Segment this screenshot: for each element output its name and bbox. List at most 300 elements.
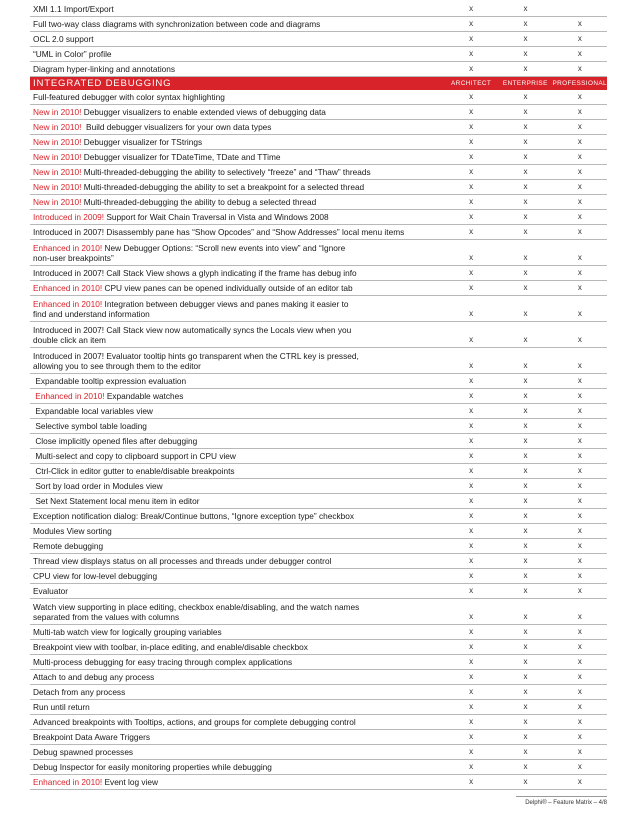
check-professional: x (577, 571, 582, 580)
check-architect: x (469, 283, 474, 292)
check-enterprise: x (523, 268, 528, 277)
feature-description (30, 137, 444, 149)
feature-description (30, 268, 444, 280)
check-professional: x (577, 152, 582, 161)
feature-description (30, 325, 444, 347)
feature-description (30, 227, 444, 239)
check-professional: x (577, 496, 582, 505)
check-professional: x (577, 167, 582, 176)
feature-text: CPU view panes can be opened individually outside of an editor tab (102, 283, 353, 293)
table-row (30, 434, 607, 449)
check-enterprise: x (523, 571, 528, 580)
check-professional: x (577, 657, 582, 666)
table-row (30, 599, 607, 625)
check-architect: x (469, 732, 474, 741)
check-enterprise: x (523, 376, 528, 385)
table-row (30, 685, 607, 700)
feature-text: Multi-tab watch view for logically grouping variables (33, 627, 222, 637)
release-note-tag: New in 2010! (33, 107, 82, 117)
check-enterprise: x (523, 451, 528, 460)
feature-text: Expandable local variables view (33, 406, 153, 416)
feature-text: Debug spawned processes (33, 747, 134, 757)
check-professional: x (577, 268, 582, 277)
feature-description (30, 571, 444, 583)
check-architect: x (469, 49, 474, 58)
feature-text: Advanced breakpoints with Tooltips, actions, and groups for complete debugging control (33, 717, 356, 727)
feature-description (30, 702, 444, 714)
table-row (30, 165, 607, 180)
table-row (30, 760, 607, 775)
check-architect: x (469, 717, 474, 726)
feature-text: Breakpoint view with toolbar, in-place editing, and enable/disable checkbox (33, 642, 308, 652)
check-enterprise: x (523, 466, 528, 475)
check-professional: x (577, 92, 582, 101)
feature-text: Build debugger visualizers for your own data types (81, 122, 272, 132)
release-note-tag: Enhanced in 2010! (33, 299, 103, 309)
feature-text: Multi-threaded-debugging the ability to debug a selected thread (81, 197, 317, 207)
table-row (30, 419, 607, 434)
feature-description (30, 732, 444, 744)
table-row (30, 195, 607, 210)
check-enterprise: x (523, 4, 528, 13)
check-enterprise: x (523, 541, 528, 550)
feature-description (30, 376, 444, 388)
check-enterprise: x (523, 253, 528, 262)
feature-text: CPU view for low-level debugging (33, 571, 158, 581)
check-architect: x (469, 702, 474, 711)
feature-text: Debugger visualizer for TDateTime, TDate and TTime (81, 152, 281, 162)
feature-text: Expandable tooltip expression evaluation (33, 376, 187, 386)
feature-description (30, 511, 444, 523)
check-professional: x (577, 19, 582, 28)
table-row (30, 655, 607, 670)
feature-description (30, 64, 444, 76)
check-enterprise: x (523, 777, 528, 786)
feature-description (30, 243, 444, 265)
debugging-feature-rows (30, 90, 607, 790)
feature-text: Detach from any process (33, 687, 126, 697)
check-architect: x (469, 762, 474, 771)
check-enterprise: x (523, 511, 528, 520)
table-row (30, 135, 607, 150)
feature-text: Set Next Statement local menu item in editor (33, 496, 200, 506)
feature-text: Integration between debugger views and panes making it easier to find and understand information (33, 299, 349, 319)
feature-text: Introduced in 2007! Disassembly pane has “Show Opcodes” and “Show Addresses” local menu items (33, 227, 405, 237)
feature-text: Run until return (33, 702, 90, 712)
table-row (30, 775, 607, 790)
feature-text: Thread view displays status on all processes and threads under debugger control (33, 556, 332, 566)
check-enterprise: x (523, 496, 528, 505)
check-enterprise: x (523, 717, 528, 726)
table-row (30, 210, 607, 225)
check-enterprise: x (523, 212, 528, 221)
release-note-tag: New in 2010! (33, 152, 82, 162)
check-professional: x (577, 481, 582, 490)
check-enterprise: x (523, 391, 528, 400)
table-row (30, 105, 607, 120)
check-professional: x (577, 122, 582, 131)
feature-text: Multi-process debugging for easy tracing through complex applications (33, 657, 293, 667)
feature-description (30, 602, 444, 624)
release-note-tag: Enhanced in 2010! (33, 777, 103, 787)
check-professional: x (577, 283, 582, 292)
check-architect: x (469, 481, 474, 490)
table-row (30, 374, 607, 389)
table-row (30, 479, 607, 494)
feature-description (30, 777, 444, 789)
feature-text: New Debugger Options: “Scroll new events into view” and “Ignore non-user breakpoints” (33, 243, 346, 263)
table-row (30, 2, 607, 17)
check-professional: x (577, 376, 582, 385)
check-architect: x (469, 451, 474, 460)
check-architect: x (469, 747, 474, 756)
check-professional: x (577, 672, 582, 681)
check-architect: x (469, 586, 474, 595)
table-row (30, 625, 607, 640)
feature-text: Multi-threaded-debugging the ability to selectively “freeze” and “Thaw” threads (81, 167, 371, 177)
feature-text: Introduced in 2007! Call Stack view now automatically syncs the Locals view when you double click an item (33, 325, 352, 345)
feature-description (30, 49, 444, 61)
check-architect: x (469, 421, 474, 430)
release-note-tag: Enhanced in 2010! (33, 391, 105, 401)
feature-text: Ctrl-Click in editor gutter to enable/disable breakpoints (33, 466, 235, 476)
check-enterprise: x (523, 612, 528, 621)
check-architect: x (469, 152, 474, 161)
footer-rule (516, 796, 607, 797)
check-enterprise: x (523, 406, 528, 415)
feature-text: Multi-select and copy to clipboard support in CPU view (33, 451, 236, 461)
check-professional: x (577, 556, 582, 565)
release-note-tag: New in 2010! (33, 167, 82, 177)
check-architect: x (469, 466, 474, 475)
table-row (30, 700, 607, 715)
check-enterprise: x (523, 702, 528, 711)
table-row (30, 404, 607, 419)
check-professional (553, 14, 607, 16)
release-note-tag: Introduced in 2009! (33, 212, 105, 222)
feature-text: Debugger visualizers to enable extended views of debugging data (81, 107, 326, 117)
table-row (30, 584, 607, 599)
check-architect: x (469, 496, 474, 505)
feature-description (30, 672, 444, 684)
table-row (30, 150, 607, 165)
check-architect: x (469, 777, 474, 786)
check-enterprise: x (523, 309, 528, 318)
check-professional: x (577, 212, 582, 221)
feature-text: Introduced in 2007! Call Stack View shows a glyph indicating if the frame has debug info (33, 268, 357, 278)
feature-text: Evaluator (33, 586, 69, 596)
check-architect: x (469, 612, 474, 621)
check-enterprise: x (523, 586, 528, 595)
feature-description (30, 406, 444, 418)
feature-text: “UML in Color” profile (33, 49, 112, 59)
section-header-integrated-debugging (30, 77, 607, 90)
check-professional: x (577, 777, 582, 786)
check-architect: x (469, 672, 474, 681)
feature-text: Watch view supporting in place editing, checkbox enable/disabling, and the watch names separated from the values with columns (33, 602, 360, 622)
table-row (30, 569, 607, 584)
check-enterprise: x (523, 361, 528, 370)
check-architect: x (469, 122, 474, 131)
table-row (30, 640, 607, 655)
release-note-tag: New in 2010! (33, 137, 82, 147)
check-professional: x (577, 406, 582, 415)
check-professional: x (577, 451, 582, 460)
check-enterprise: x (523, 197, 528, 206)
feature-description (30, 627, 444, 639)
check-enterprise: x (523, 64, 528, 73)
feature-description (30, 762, 444, 774)
check-enterprise: x (523, 182, 528, 191)
feature-description (30, 19, 444, 31)
feature-text: Debugger visualizer for TStrings (81, 137, 203, 147)
check-architect: x (469, 657, 474, 666)
check-professional: x (577, 586, 582, 595)
feature-description (30, 481, 444, 493)
check-enterprise: x (523, 283, 528, 292)
check-enterprise: x (523, 122, 528, 131)
check-architect: x (469, 107, 474, 116)
check-professional: x (577, 107, 582, 116)
check-enterprise: x (523, 49, 528, 58)
feature-description (30, 541, 444, 553)
check-professional: x (577, 511, 582, 520)
check-architect: x (469, 167, 474, 176)
table-row (30, 539, 607, 554)
check-architect: x (469, 19, 474, 28)
check-enterprise: x (523, 107, 528, 116)
check-professional: x (577, 309, 582, 318)
check-enterprise: x (523, 556, 528, 565)
check-professional: x (577, 747, 582, 756)
check-professional: x (577, 391, 582, 400)
check-enterprise: x (523, 421, 528, 430)
uml-feature-rows (30, 2, 607, 77)
feature-description (30, 717, 444, 729)
feature-matrix-table (30, 2, 607, 790)
feature-description (30, 556, 444, 568)
check-professional: x (577, 34, 582, 43)
feature-text: XMI 1.1 Import/Export (33, 4, 114, 14)
table-row (30, 62, 607, 77)
page-footer: Delphi® – Feature Matrix – 4/8 (525, 800, 607, 806)
check-professional: x (577, 642, 582, 651)
table-row (30, 90, 607, 105)
check-architect: x (469, 335, 474, 344)
check-architect: x (469, 406, 474, 415)
check-professional: x (577, 612, 582, 621)
feature-text: Debug Inspector for easily monitoring properties while debugging (33, 762, 272, 772)
feature-description (30, 642, 444, 654)
check-enterprise: x (523, 481, 528, 490)
feature-description (30, 657, 444, 669)
feature-description (30, 391, 444, 403)
table-row (30, 715, 607, 730)
table-row (30, 745, 607, 760)
release-note-tag: Enhanced in 2010! (33, 243, 103, 253)
feature-text: Expandable watches (104, 391, 184, 401)
check-professional: x (577, 526, 582, 535)
check-enterprise: x (523, 642, 528, 651)
feature-text: Multi-threaded-debugging the ability to set a breakpoint for a selected thread (81, 182, 365, 192)
check-enterprise: x (523, 167, 528, 176)
table-row (30, 464, 607, 479)
feature-text: Breakpoint Data Aware Triggers (33, 732, 150, 742)
check-professional: x (577, 702, 582, 711)
feature-description (30, 34, 444, 46)
feature-description (30, 747, 444, 759)
check-architect: x (469, 627, 474, 636)
feature-text: Remote debugging (33, 541, 104, 551)
release-note-tag: Enhanced in 2010! (33, 283, 103, 293)
check-professional: x (577, 541, 582, 550)
check-architect: x (469, 268, 474, 277)
check-professional: x (577, 197, 582, 206)
feature-text: Attach to and debug any process (33, 672, 155, 682)
feature-description (30, 197, 444, 209)
check-enterprise: x (523, 747, 528, 756)
table-row (30, 240, 607, 266)
check-enterprise: x (523, 762, 528, 771)
check-professional: x (577, 627, 582, 636)
table-row (30, 47, 607, 62)
table-row (30, 120, 607, 135)
feature-description (30, 586, 444, 598)
check-architect: x (469, 309, 474, 318)
check-enterprise: x (523, 92, 528, 101)
check-architect: x (469, 253, 474, 262)
section-title: INTEGRATED DEBUGGING (33, 77, 172, 89)
table-row (30, 225, 607, 240)
table-row (30, 180, 607, 195)
feature-description (30, 4, 444, 16)
table-row (30, 348, 607, 374)
check-architect: x (469, 361, 474, 370)
feature-text: OCL 2.0 support (33, 34, 94, 44)
feature-text: Full-featured debugger with color syntax highlighting (33, 92, 225, 102)
feature-text: Event log view (102, 777, 159, 787)
table-row (30, 554, 607, 569)
feature-description (30, 351, 444, 373)
check-architect: x (469, 212, 474, 221)
feature-description (30, 182, 444, 194)
table-row (30, 281, 607, 296)
feature-text: Exception notification dialog: Break/Continue buttons, “Ignore exception type” checkbox (33, 511, 355, 521)
check-professional: x (577, 466, 582, 475)
feature-text: Support for Wait Chain Traversal in Vista and Windows 2008 (104, 212, 329, 222)
release-note-tag: New in 2010! (33, 122, 82, 132)
check-architect: x (469, 34, 474, 43)
check-architect: x (469, 511, 474, 520)
table-row (30, 266, 607, 281)
feature-description (30, 152, 444, 164)
check-architect: x (469, 182, 474, 191)
feature-description (30, 92, 444, 104)
table-row (30, 322, 607, 348)
check-enterprise: x (523, 137, 528, 146)
check-professional: x (577, 762, 582, 771)
check-architect: x (469, 197, 474, 206)
feature-text: Close implicitly opened files after debugging (33, 436, 198, 446)
release-note-tag: New in 2010! (33, 182, 82, 192)
check-enterprise: x (523, 335, 528, 344)
check-enterprise: x (523, 34, 528, 43)
feature-description (30, 496, 444, 508)
check-architect: x (469, 376, 474, 385)
feature-text: Full two-way class diagrams with synchronization between code and diagrams (33, 19, 321, 29)
check-architect: x (469, 571, 474, 580)
check-professional: x (577, 227, 582, 236)
feature-description (30, 451, 444, 463)
check-enterprise: x (523, 732, 528, 741)
check-architect: x (469, 526, 474, 535)
check-professional: x (577, 182, 582, 191)
feature-text: Sort by load order in Modules view (33, 481, 163, 491)
check-architect: x (469, 436, 474, 445)
check-professional: x (577, 732, 582, 741)
table-row (30, 449, 607, 464)
table-row (30, 17, 607, 32)
check-enterprise: x (523, 436, 528, 445)
table-row (30, 509, 607, 524)
check-professional: x (577, 64, 582, 73)
column-header-professional: PROFESSIONAL (552, 79, 607, 87)
check-enterprise: x (523, 152, 528, 161)
table-row (30, 670, 607, 685)
table-row (30, 389, 607, 404)
feature-text: Diagram hyper-linking and annotations (33, 64, 176, 74)
check-enterprise: x (523, 526, 528, 535)
check-professional: x (577, 687, 582, 696)
feature-description (30, 299, 444, 321)
feature-description (30, 212, 444, 224)
feature-text: Introduced in 2007! Evaluator tooltip hints go transparent when the CTRL key is pressed, allowing you to see through them to the editor (33, 351, 359, 371)
feature-description (30, 122, 444, 134)
check-professional: x (577, 335, 582, 344)
check-professional: x (577, 253, 582, 262)
feature-description (30, 436, 444, 448)
check-architect: x (469, 556, 474, 565)
check-enterprise: x (523, 227, 528, 236)
check-architect: x (469, 541, 474, 550)
check-enterprise: x (523, 657, 528, 666)
feature-description (30, 466, 444, 478)
feature-description (30, 526, 444, 538)
feature-description (30, 107, 444, 119)
check-professional: x (577, 436, 582, 445)
check-professional: x (577, 137, 582, 146)
column-header-enterprise: ENTERPRISE (502, 79, 548, 87)
check-enterprise: x (523, 687, 528, 696)
check-architect: x (469, 687, 474, 696)
feature-text: Modules View sorting (33, 526, 112, 536)
check-architect: x (469, 391, 474, 400)
table-row (30, 730, 607, 745)
check-professional: x (577, 717, 582, 726)
check-architect: x (469, 227, 474, 236)
check-enterprise: x (523, 19, 528, 28)
check-enterprise: x (523, 627, 528, 636)
check-architect: x (469, 642, 474, 651)
feature-description (30, 687, 444, 699)
column-header-architect: ARCHITECT (451, 79, 492, 87)
check-architect: x (469, 4, 474, 13)
feature-description (30, 167, 444, 179)
check-professional: x (577, 361, 582, 370)
feature-text: Selective symbol table loading (33, 421, 147, 431)
table-row (30, 32, 607, 47)
check-architect: x (469, 64, 474, 73)
